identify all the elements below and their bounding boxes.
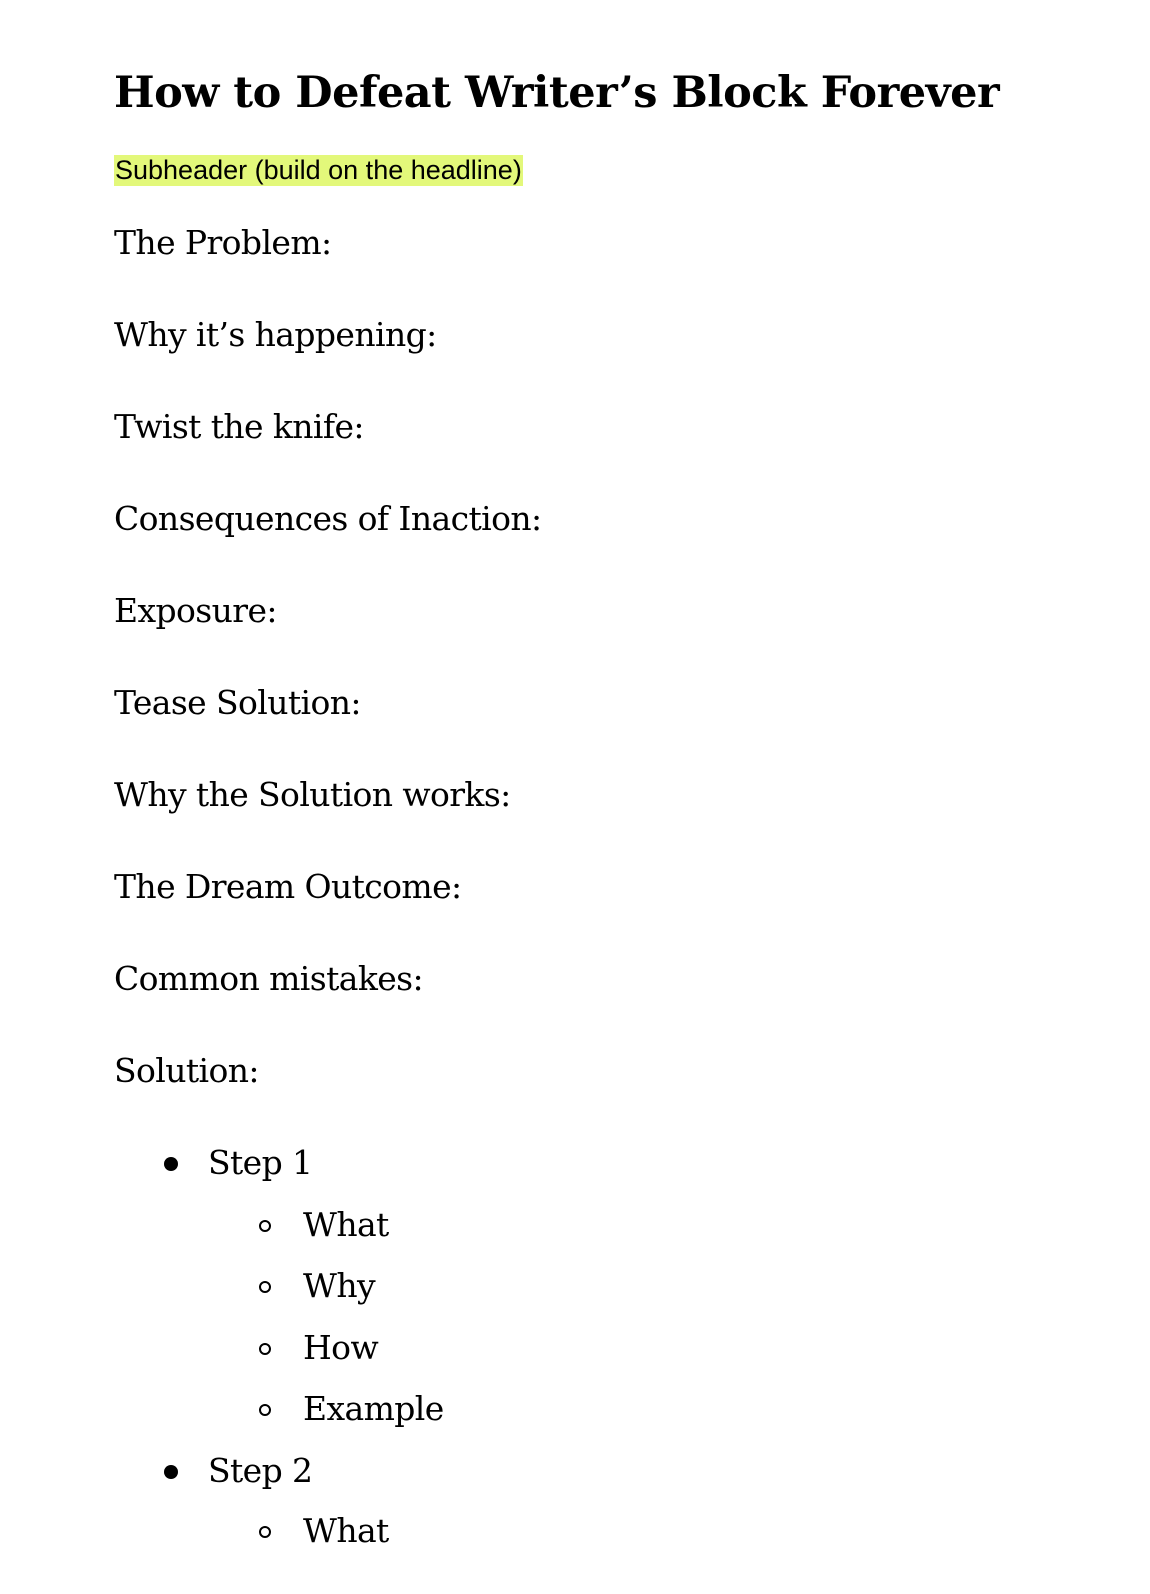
section-heading[interactable]: Why it’s happening: [114,315,437,354]
substep-label: How [303,1328,379,1367]
step-label: Step 2 [208,1451,313,1490]
bullet-disc-icon [164,1465,178,1479]
bullet-circle-icon [259,1281,271,1293]
substep-label: What [303,1511,389,1550]
bullet-circle-icon [259,1220,271,1232]
section-heading[interactable]: Solution: [114,1051,259,1090]
section-heading[interactable]: Twist the knife: [114,407,364,446]
section-heading[interactable]: Common mistakes: [114,959,424,998]
step-label: Step 1 [208,1143,313,1182]
section-heading[interactable]: Exposure: [114,591,277,630]
substep-label: What [303,1205,389,1244]
section-heading[interactable]: The Dream Outcome: [114,867,462,906]
section-heading[interactable]: Why the Solution works: [114,775,511,814]
section-heading[interactable]: Tease Solution: [114,683,361,722]
substep-label: Example [303,1389,444,1428]
bullet-circle-icon [259,1343,271,1355]
bullet-circle-icon [259,1526,271,1538]
subheader-text: Subheader (build on the headline) [115,155,522,185]
section-heading[interactable]: Consequences of Inaction: [114,499,542,538]
bullet-circle-icon [259,1404,271,1416]
subheader-line[interactable] [114,154,523,187]
document-title[interactable]: How to Defeat Writer’s Block Forever [114,68,1000,118]
substep-label: Why [303,1266,376,1305]
section-heading[interactable]: The Problem: [114,223,332,262]
bullet-disc-icon [164,1157,178,1171]
